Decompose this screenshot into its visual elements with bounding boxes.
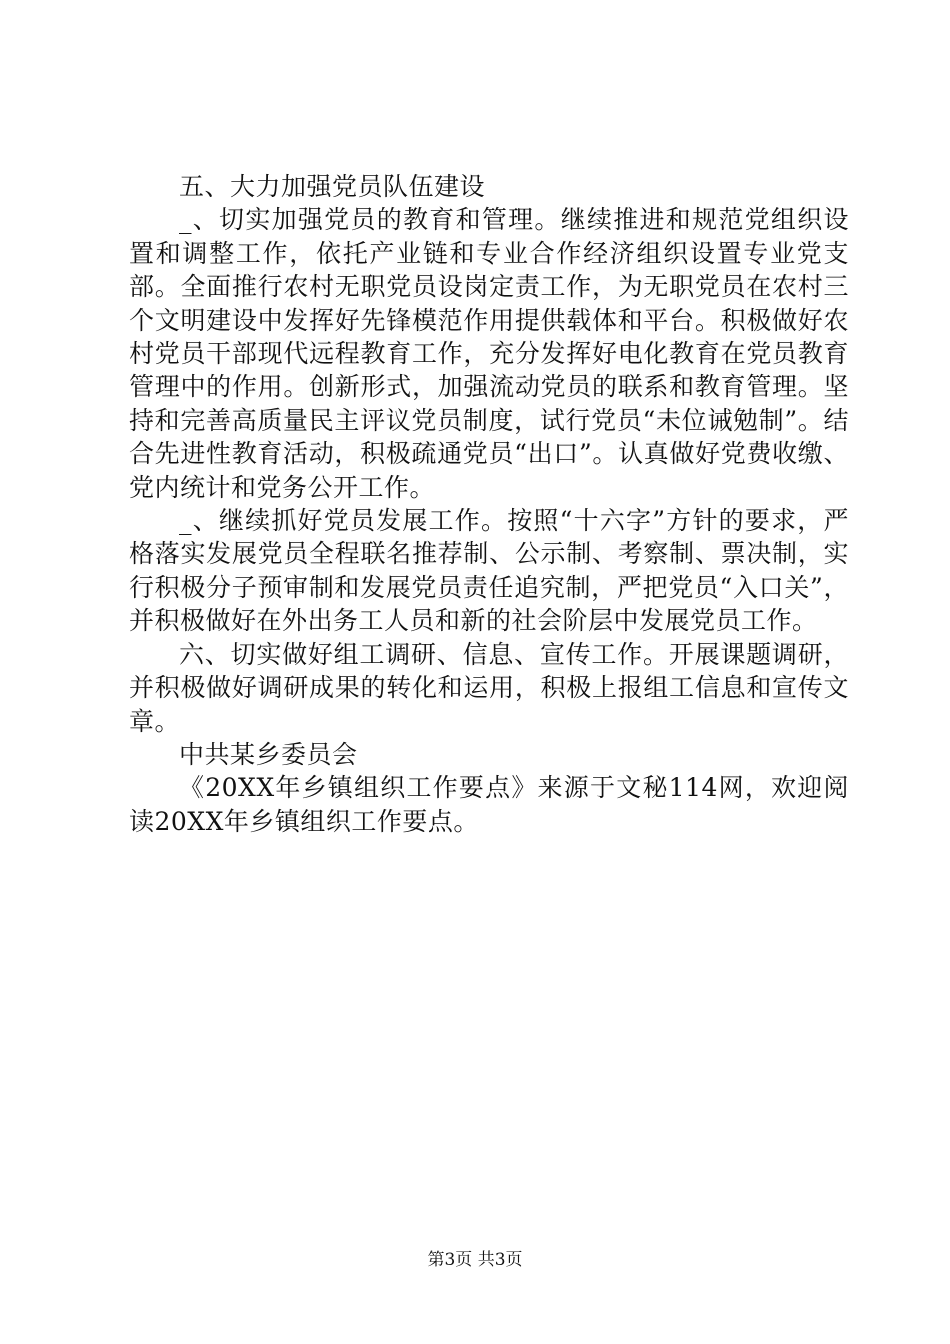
- section-heading-five: 五、大力加强党员队伍建设: [179, 172, 486, 201]
- source-note: 《20XX年乡镇组织工作要点》来源于文秘114网，欢迎阅读20XX年乡镇组织工作要点。: [129, 773, 849, 836]
- document-body: [129, 170, 849, 838]
- paragraph-party-education: _、切实加强党员的教育和管理。继续推进和规范党组织设置和调整工作，依托产业链和专业合作经济组织设置专业党支部。全面推行农村无职党员设岗定责工作，为无职党员在农村三个文明建设中发挥好先锋模范作用提供载体和平台。积极做好农村党员干部现代远程教育工作，充分发挥好电化教育在党员教育管理中的作用。创新形式，加强流动党员的联系和教育管理。坚持和完善高质量民主评议党员制度，试行党员“未位诫勉制”。结合先进性教育活动，积极疏通党员“出口”。认真做好党费收缴、党内统计和党务公开工作。: [129, 205, 849, 502]
- section-paragraph-six: 六、切实做好组工调研、信息、宣传工作。开展课题调研，并积极做好调研成果的转化和运用，积极上报组工信息和宣传文章。: [129, 639, 849, 736]
- paragraph-party-development: _、继续抓好党员发展工作。按照“十六字”方针的要求，严格落实发展党员全程联名推荐制、公示制、考察制、票决制，实行积极分子预审制和发展党员责任追究制，严把党员“入口关”，并积极做好在外出务工人员和新的社会阶层中发展党员工作。: [129, 506, 849, 636]
- signature-line: 中共某乡委员会: [179, 739, 358, 769]
- page-footer: 第3页 共3页: [427, 1250, 523, 1270]
